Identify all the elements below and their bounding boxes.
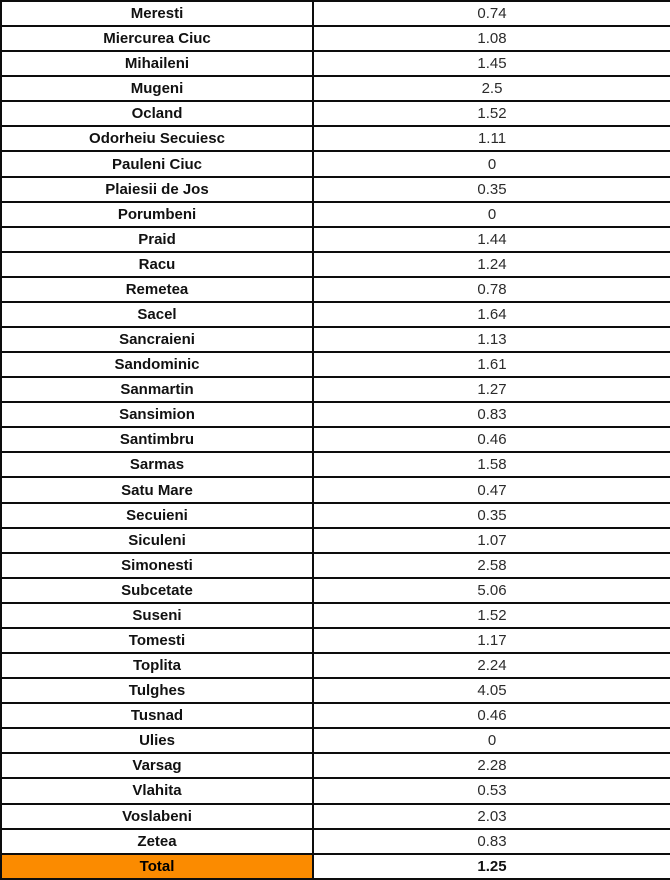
table-row bbox=[1, 452, 670, 477]
municipality-value-cell: 4.05 bbox=[313, 678, 670, 703]
municipality-value-cell: 1.61 bbox=[313, 352, 670, 377]
table-row bbox=[1, 126, 670, 151]
municipality-value-cell: 1.07 bbox=[313, 528, 670, 553]
municipality-value-cell: 0.74 bbox=[313, 1, 670, 26]
municipality-value-cell: 2.5 bbox=[313, 76, 670, 101]
municipality-name-cell: Ulies bbox=[1, 728, 313, 753]
table-row bbox=[1, 753, 670, 778]
table-row bbox=[1, 628, 670, 653]
municipality-value-cell: 2.28 bbox=[313, 753, 670, 778]
municipality-name-cell: Varsag bbox=[1, 753, 313, 778]
table-row bbox=[1, 76, 670, 101]
table-row bbox=[1, 578, 670, 603]
municipality-name-cell: Suseni bbox=[1, 603, 313, 628]
table-row bbox=[1, 703, 670, 728]
municipality-name-cell: Porumbeni bbox=[1, 202, 313, 227]
total-label-cell: Total bbox=[1, 854, 313, 879]
municipality-value-cell: 0.83 bbox=[313, 402, 670, 427]
municipality-value-cell: 1.45 bbox=[313, 51, 670, 76]
table-row bbox=[1, 302, 670, 327]
municipality-name-cell: Praid bbox=[1, 227, 313, 252]
municipality-value-cell: 0.47 bbox=[313, 477, 670, 502]
table-row bbox=[1, 202, 670, 227]
municipality-name-cell: Tomesti bbox=[1, 628, 313, 653]
municipality-name-cell: Meresti bbox=[1, 1, 313, 26]
table-row bbox=[1, 728, 670, 753]
municipality-name-cell: Satu Mare bbox=[1, 477, 313, 502]
municipality-value-cell: 1.08 bbox=[313, 26, 670, 51]
municipality-value-cell: 0.83 bbox=[313, 829, 670, 854]
municipality-value-cell: 1.52 bbox=[313, 101, 670, 126]
municipality-value-cell: 1.27 bbox=[313, 377, 670, 402]
table-row bbox=[1, 653, 670, 678]
table-row bbox=[1, 829, 670, 854]
municipality-name-cell: Voslabeni bbox=[1, 804, 313, 829]
table-row bbox=[1, 26, 670, 51]
municipality-value-cell: 1.52 bbox=[313, 603, 670, 628]
table-row bbox=[1, 252, 670, 277]
table-row bbox=[1, 528, 670, 553]
municipality-name-cell: Ocland bbox=[1, 101, 313, 126]
municipality-value-cell: 0 bbox=[313, 202, 670, 227]
municipality-value-cell: 2.58 bbox=[313, 553, 670, 578]
table-row bbox=[1, 352, 670, 377]
table-row bbox=[1, 151, 670, 176]
municipality-name-cell: Sancraieni bbox=[1, 327, 313, 352]
municipality-value-cell: 1.24 bbox=[313, 252, 670, 277]
table-row bbox=[1, 327, 670, 352]
municipality-name-cell: Simonesti bbox=[1, 553, 313, 578]
table-row bbox=[1, 678, 670, 703]
municipality-value-cell: 5.06 bbox=[313, 578, 670, 603]
municipality-name-cell: Remetea bbox=[1, 277, 313, 302]
table-row bbox=[1, 804, 670, 829]
table-row bbox=[1, 427, 670, 452]
municipality-name-cell: Miercurea Ciuc bbox=[1, 26, 313, 51]
municipality-value-cell: 2.24 bbox=[313, 653, 670, 678]
municipality-name-cell: Racu bbox=[1, 252, 313, 277]
municipality-name-cell: Siculeni bbox=[1, 528, 313, 553]
table-row bbox=[1, 402, 670, 427]
municipality-name-cell: Mihaileni bbox=[1, 51, 313, 76]
municipality-name-cell: Toplita bbox=[1, 653, 313, 678]
table-body bbox=[1, 1, 670, 879]
table-row bbox=[1, 101, 670, 126]
municipality-value-cell: 1.44 bbox=[313, 227, 670, 252]
municipality-value-cell: 0.35 bbox=[313, 503, 670, 528]
municipality-value-cell: 0.53 bbox=[313, 778, 670, 803]
municipality-value-cell: 0.78 bbox=[313, 277, 670, 302]
table-row bbox=[1, 503, 670, 528]
table-row bbox=[1, 1, 670, 26]
municipality-name-cell: Santimbru bbox=[1, 427, 313, 452]
table-row bbox=[1, 277, 670, 302]
municipality-name-cell: Zetea bbox=[1, 829, 313, 854]
municipality-value-cell: 0.46 bbox=[313, 703, 670, 728]
municipality-value-cell: 1.13 bbox=[313, 327, 670, 352]
total-value-cell: 1.25 bbox=[313, 854, 670, 879]
municipality-name-cell: Tusnad bbox=[1, 703, 313, 728]
municipality-name-cell: Tulghes bbox=[1, 678, 313, 703]
municipality-value-cell: 0 bbox=[313, 728, 670, 753]
municipality-name-cell: Sanmartin bbox=[1, 377, 313, 402]
table-row bbox=[1, 377, 670, 402]
table-row bbox=[1, 603, 670, 628]
municipality-value-cell: 0 bbox=[313, 151, 670, 176]
table-row bbox=[1, 51, 670, 76]
municipality-name-cell: Odorheiu Secuiesc bbox=[1, 126, 313, 151]
municipality-name-cell: Sacel bbox=[1, 302, 313, 327]
municipality-name-cell: Pauleni Ciuc bbox=[1, 151, 313, 176]
municipality-name-cell: Sansimion bbox=[1, 402, 313, 427]
total-row bbox=[1, 854, 670, 879]
municipality-value-cell: 1.17 bbox=[313, 628, 670, 653]
table-row bbox=[1, 227, 670, 252]
municipality-value-cell: 1.58 bbox=[313, 452, 670, 477]
table-row bbox=[1, 778, 670, 803]
municipality-name-cell: Sarmas bbox=[1, 452, 313, 477]
municipality-value-cell: 0.35 bbox=[313, 177, 670, 202]
municipality-name-cell: Subcetate bbox=[1, 578, 313, 603]
municipality-name-cell: Secuieni bbox=[1, 503, 313, 528]
municipality-name-cell: Vlahita bbox=[1, 778, 313, 803]
municipality-name-cell: Plaiesii de Jos bbox=[1, 177, 313, 202]
municipality-value-cell: 2.03 bbox=[313, 804, 670, 829]
municipality-value-cell: 1.11 bbox=[313, 126, 670, 151]
municipality-name-cell: Mugeni bbox=[1, 76, 313, 101]
table-row bbox=[1, 553, 670, 578]
table-row bbox=[1, 477, 670, 502]
municipality-value-cell: 1.64 bbox=[313, 302, 670, 327]
municipality-value-cell: 0.46 bbox=[313, 427, 670, 452]
municipality-name-cell: Sandominic bbox=[1, 352, 313, 377]
table-row bbox=[1, 177, 670, 202]
